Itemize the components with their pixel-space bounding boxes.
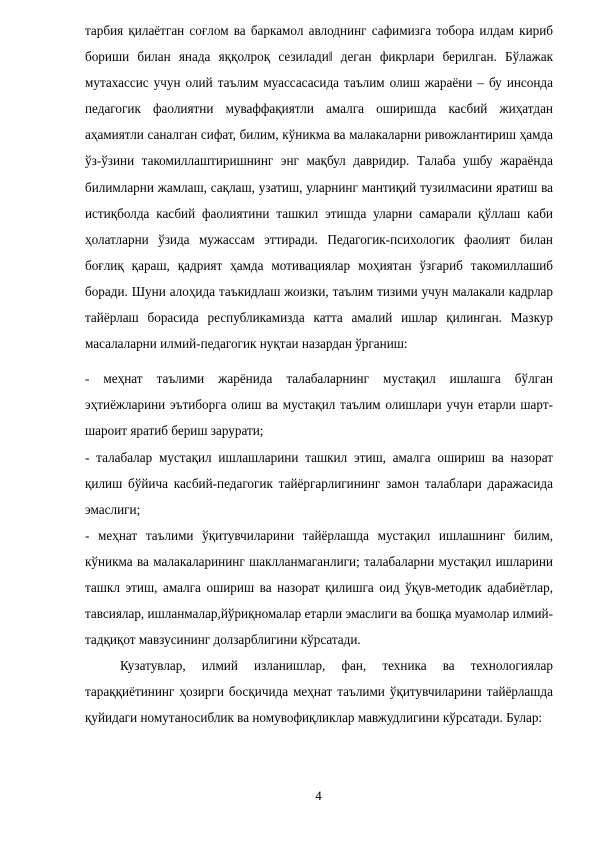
page-number: 4 — [315, 788, 322, 803]
list-item-skills: - меҳнат таълими ўқитувчиларини тайёрлашда мустақил ишлашнинг билим, кўникма ва малакаларининг шаклланмаганлиги; талабаларни мустақил ишларини ташкл этиш, амалга ошириш ва назорат қилишга оид ўқув-методик адабиётлар, тавсиялар, ишланмалар,йўриқномалар етарли эмаслиги ва бошқа муамолар илмий- тадқиқот мавзусининг долзарблигини кўрсатади. — [85, 527, 553, 648]
list-item-needs: - меҳнат таълими жарёнида талабаларнинг мустақил ишлашга бўлган эҳтиёжларини эътиборга олиш ва мустақил таълим олишлари учун етарли шарт-шароит яратиб бериш зарурати; — [85, 371, 553, 439]
document-page — [85, 18, 553, 732]
body-paragraph-observations: Кузатувлар, илмий изланишлар, фан, техника ва технологиялар тараққиётининг ҳозирги босқичида меҳнат таълими ўқитувчиларини тайёрлашда қуйидаги номутаносиблик ва номувофиқликлар мавжудлигини кўрсатади. Булар: — [85, 658, 553, 726]
paragraph-gap — [85, 357, 553, 366]
list-item-readiness: - талабалар мустақил ишлашларини ташкил этиш, амалга ошириш ва назорат қилиш бўйича касбий-педагогик тайёргарлигининг замон талаблари даражасида эмаслиги; — [85, 449, 553, 517]
body-paragraph-intro: тарбия қилаётган соғлом ва баркамол авлоднинг сафимизга тобора илдам кириб бориши билан янада яққолроқ сезилади‖ деган фикрлари берилган. Бўлажак мутахассис учун олий таълим муассасасида таълим олиш жараёни – бу инсонда педагогик фаолиятни муваффақиятли амалга оширишда касбий жиҳатдан аҳамиятли саналган сифат, билим, кўникма ва малакаларни ривожлантириш ҳамда ўз-ўзини такомиллаштиришнинг энг мақбул давридир. Талаба ушбу жараёнда билимларни жамлаш, сақлаш, узатиш, уларнинг мантиқий тузилмасини яратиш ва истиқболда касбий фаолиятини ташкил этишда уларни самарали қўллаш каби ҳолатларни ўзида мужассам эттиради. Педагогик-психологик фаолият билан боғлиқ қараш, қадрият ҳамда мотивациялар моҳиятан ўзгариб такомиллашиб боради. Шуни алоҳида таъкидлаш жоизки, таълим тизими учун малакали кадрлар тайёрлаш борасида республикамизда катта амалий ишлар қилинган. Мазкур масалаларни илмий-педагогик нуқтаи назардан ўрганиш: — [85, 23, 553, 352]
